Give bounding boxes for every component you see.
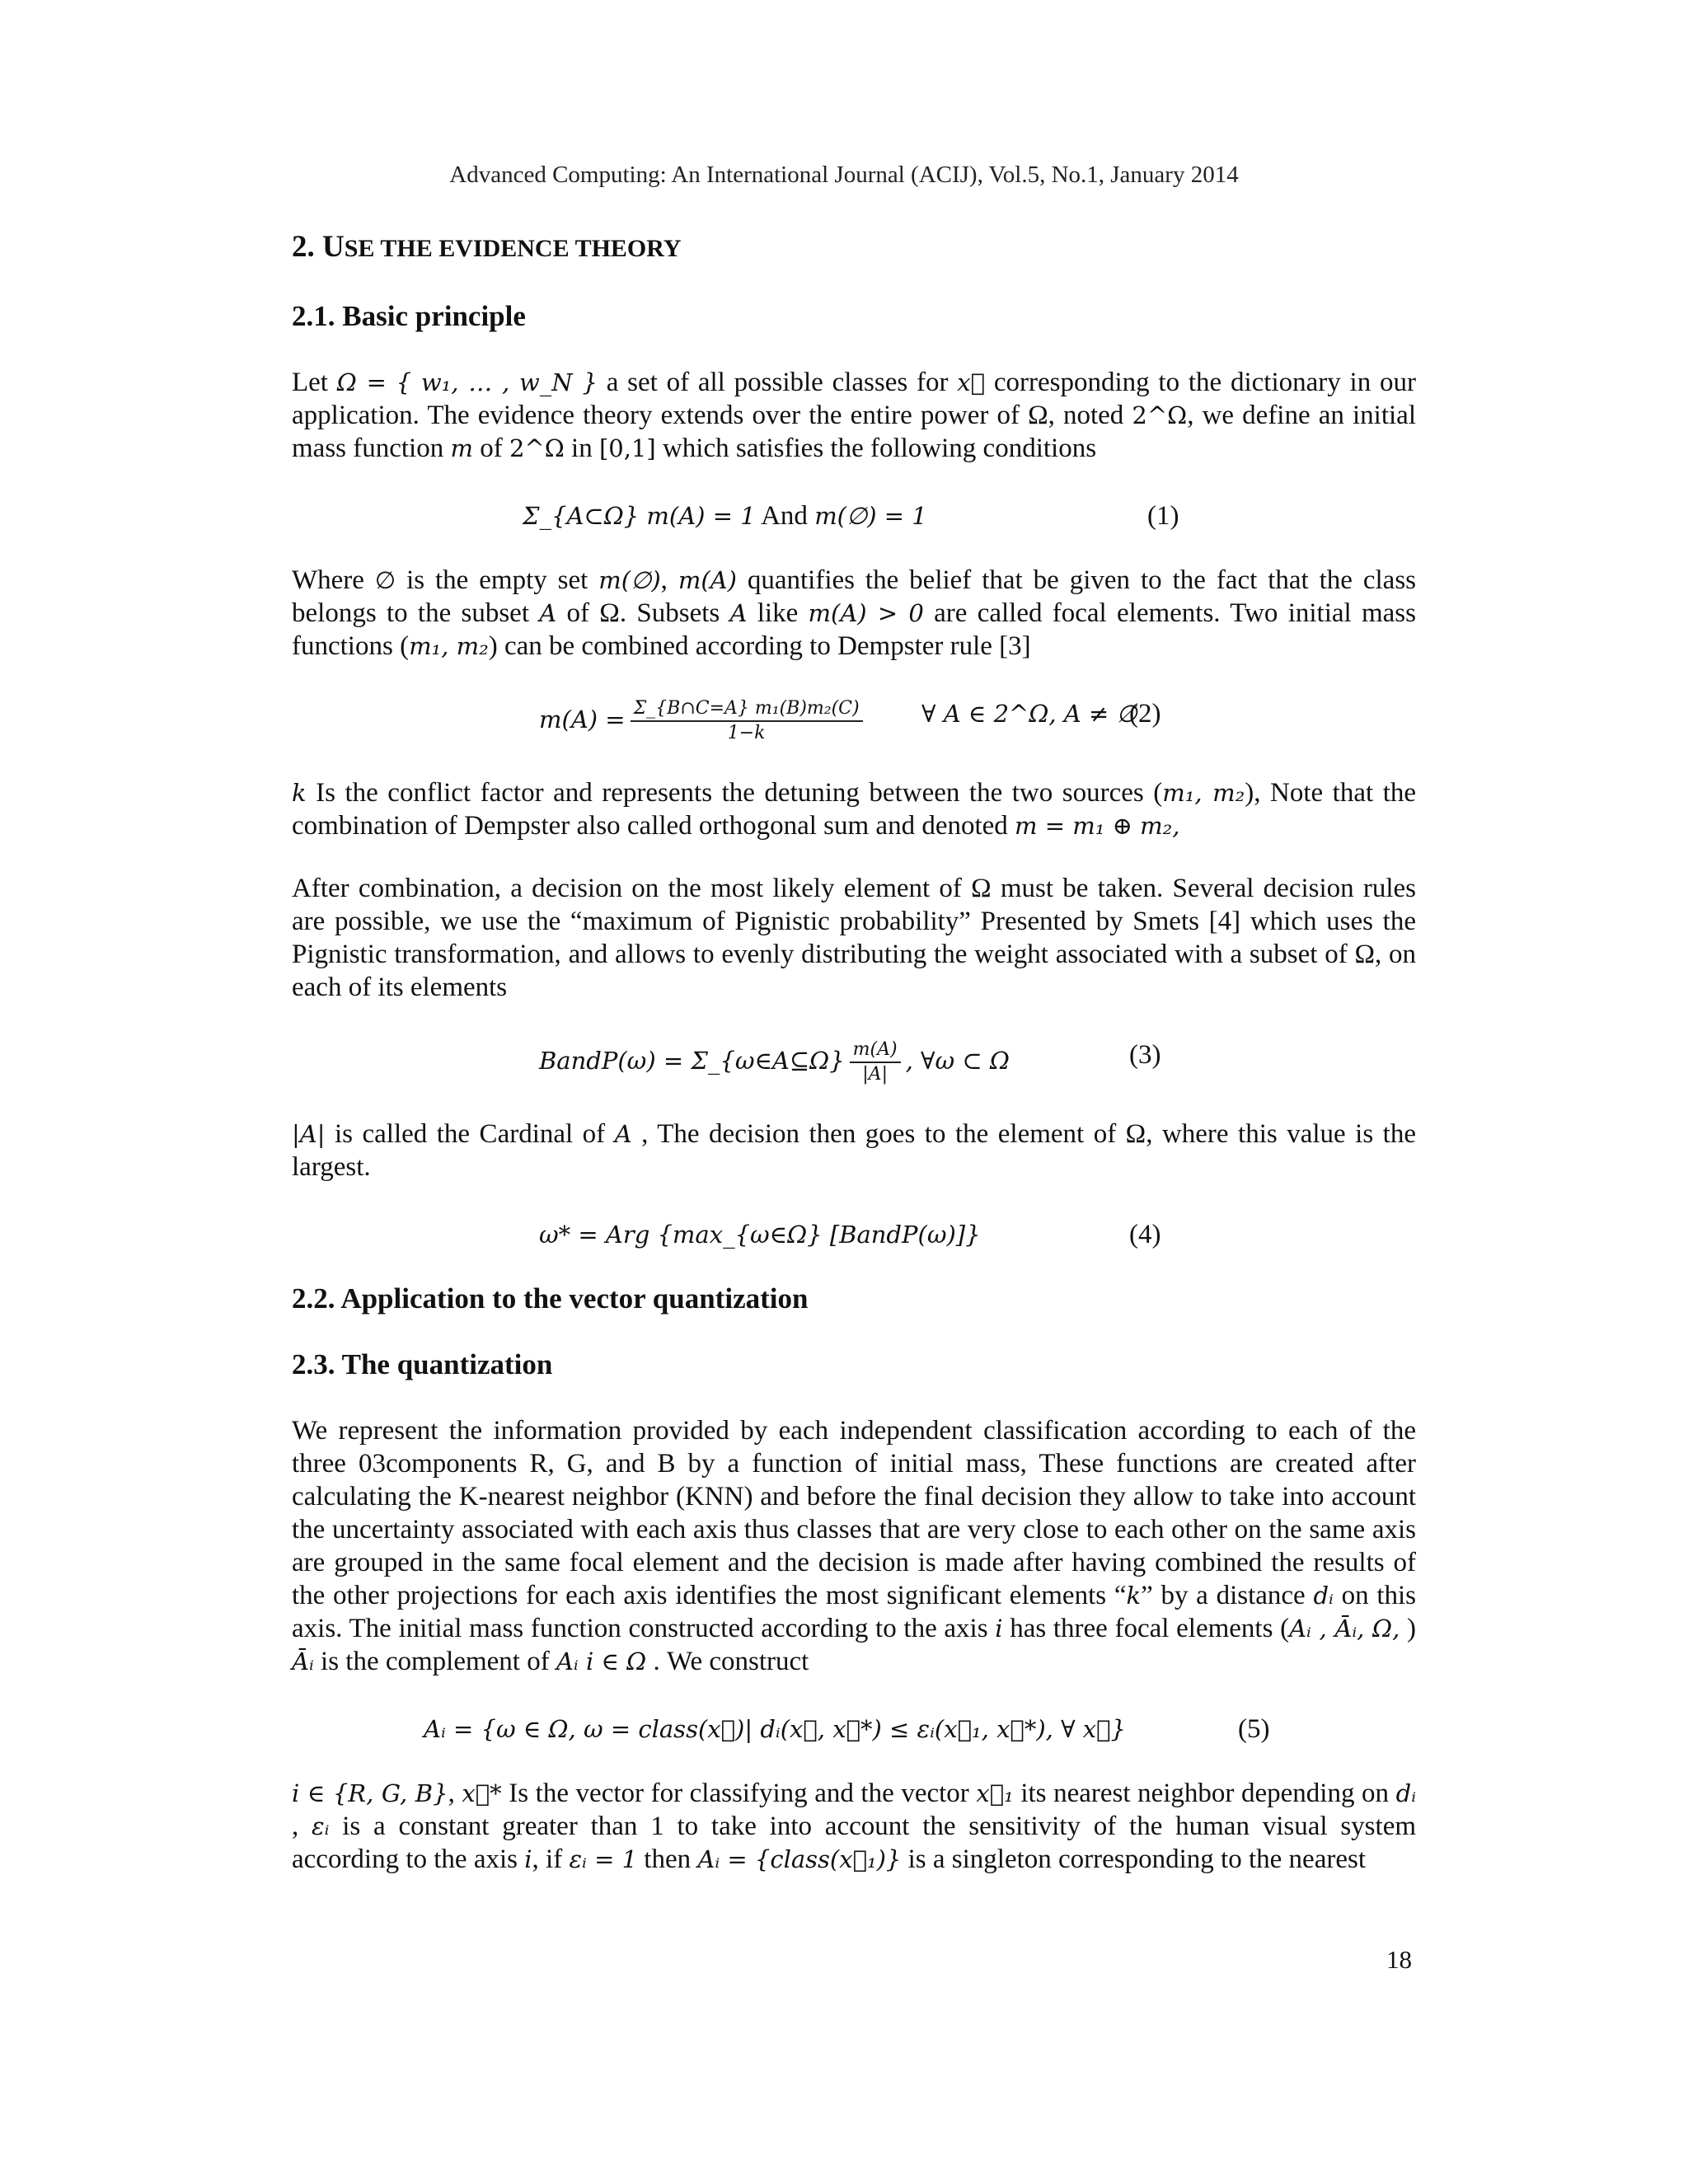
section-number: 2. <box>292 230 315 264</box>
paragraph-pignistic: After combination, a decision on the most likely element of Ω must be taken. Several decision rules are possible, we use the “maximum of Pignistic probability” Presented by Smets [4] which uses the Pignistic transformation, and allows to evenly distributing the weight associated with a subset of Ω, on each of its elements <box>292 874 1416 1002</box>
equation-number-2: (2) <box>1129 699 1161 729</box>
equation-4: ω* = Arg {max_{ω∈Ω} [BandP(ω)]} (4) <box>539 1220 1161 1249</box>
equation-5: Aᵢ = {ω ∈ Ω, ω = class(x⃗)| dᵢ(x⃗, x⃗*) ≤ εᵢ(x⃗₁, x⃗*), ∀ x⃗} (5) <box>424 1714 1270 1744</box>
paragraph-knn-quantization: We represent the information provided by each independent classification according to each of the three 03components R, G, and B by a function of initial mass, These functions are created after calculating the K-nearest neighbor (KNN) and before the final decision they allow to take into account the uncertainty associated with each axis thus classes that are very close to each other on the same axis are grouped in the same focal element and the decision is made after having combined the results of the other projections for each axis identifies the most significant elements “k” by a distance dᵢ on this axis. The initial mass function constructed according to the axis i has three focal elements (Aᵢ , Āᵢ, Ω, ) Āᵢ is the complement of Aᵢ i ∈ Ω . We construct <box>292 1416 1416 1676</box>
paragraph-omega-definition: Let Ω = { w₁, … , w_N } a set of all possible classes for x⃗ corresponding to the dictionary in our application. The evidence theory extends over the entire power of Ω, noted 2^Ω, we define an initial mass function m of 2^Ω in [0,1] which satisfies the following conditions <box>292 368 1416 463</box>
equation-1-lhs: Σ_{A⊂Ω} m(A) = 1 <box>523 502 756 530</box>
omega-set: Ω = { w₁, … , w_N } <box>336 368 598 396</box>
equation-2: m(A) = $\frac{\text{Σ\_\{B∩C=A\} m₁(B)m₂(C)}}{1-k}$ ∀ A ∈ 2^Ω, A ≠ ∅ (2) <box>539 698 1161 743</box>
x-vector: x⃗ <box>957 368 986 396</box>
equation-number-3: (3) <box>1129 1040 1161 1070</box>
subsection-vector-quantization: 2.2. Application to the vector quantization <box>292 1282 809 1315</box>
page-number: 18 <box>1386 1945 1412 1974</box>
paragraph-nearest-neighbor: i ∈ {R, G, B}, x⃗* Is the vector for classifying and the vector x⃗₁ its nearest neighbor depending on dᵢ , εᵢ is a constant greater than 1 to take into account the sensitivity of the human visual system according to the axis i, if εᵢ = 1 then Aᵢ = {class(x⃗₁)} is a singleton corresponding to the nearest <box>292 1779 1417 1874</box>
equation-3: BandP(ω) = Σ_{ω∈A⊆Ω} $\frac{m(A)}{|A|}$ , ∀ω ⊂ Ω (3) <box>539 1039 1161 1085</box>
article-body <box>292 231 1416 1905</box>
running-header: Advanced Computing: An International Journal (ACIJ), Vol.5, No.1, January 2014 <box>449 162 1239 188</box>
equation-2-fraction: $\frac{\text{Σ\_\{B∩C=A\} m₁(B)m₂(C)}}{1-k}$ <box>631 697 863 745</box>
section-title <box>292 231 1416 265</box>
equation-1-rhs: m(∅) = 1 <box>814 502 927 530</box>
equation-2-condition: ∀ A ∈ 2^Ω, A ≠ ∅ <box>921 700 1137 728</box>
equation-number-4: (4) <box>1129 1220 1161 1249</box>
equation-1: Σ_{A⊂Ω} m(A) = 1 And m(∅) = 1 (1) <box>523 501 1179 531</box>
equation-number-1: (1) <box>1147 501 1179 531</box>
subsection-quantization: 2.3. The quantization <box>292 1348 553 1380</box>
equation-number-5: (5) <box>1238 1714 1270 1744</box>
subsection-basic-principle: 2.1. Basic principle <box>292 300 526 332</box>
equation-3-fraction: $\frac{m(A)}{|A|}$ <box>850 1038 901 1086</box>
section-title-first-letter: U <box>322 230 345 264</box>
paragraph-conflict-factor: k Is the conflict factor and represents the detuning between the two sources (m₁, m₂), Note that the combination of Dempster also called orthogonal sum and denoted m = m₁ ⊕ m₂, <box>292 778 1417 841</box>
paragraph-focal-elements: Where ∅ is the empty set m(∅), m(A) quantifies the belief that be given to the fact that the class belongs to the subset A of Ω. Subsets A like m(A) > 0 are called focal elements. Two initial mass functions (m₁, m₂) can be combined according to Dempster rule [3] <box>292 565 1417 661</box>
section-title-rest: SE THE EVIDENCE THEORY <box>344 235 682 262</box>
paragraph-cardinal: |A| is called the Cardinal of A , The decision then goes to the element of Ω, where this value is the largest. <box>292 1119 1416 1182</box>
power-set: 2^Ω <box>1132 401 1188 429</box>
